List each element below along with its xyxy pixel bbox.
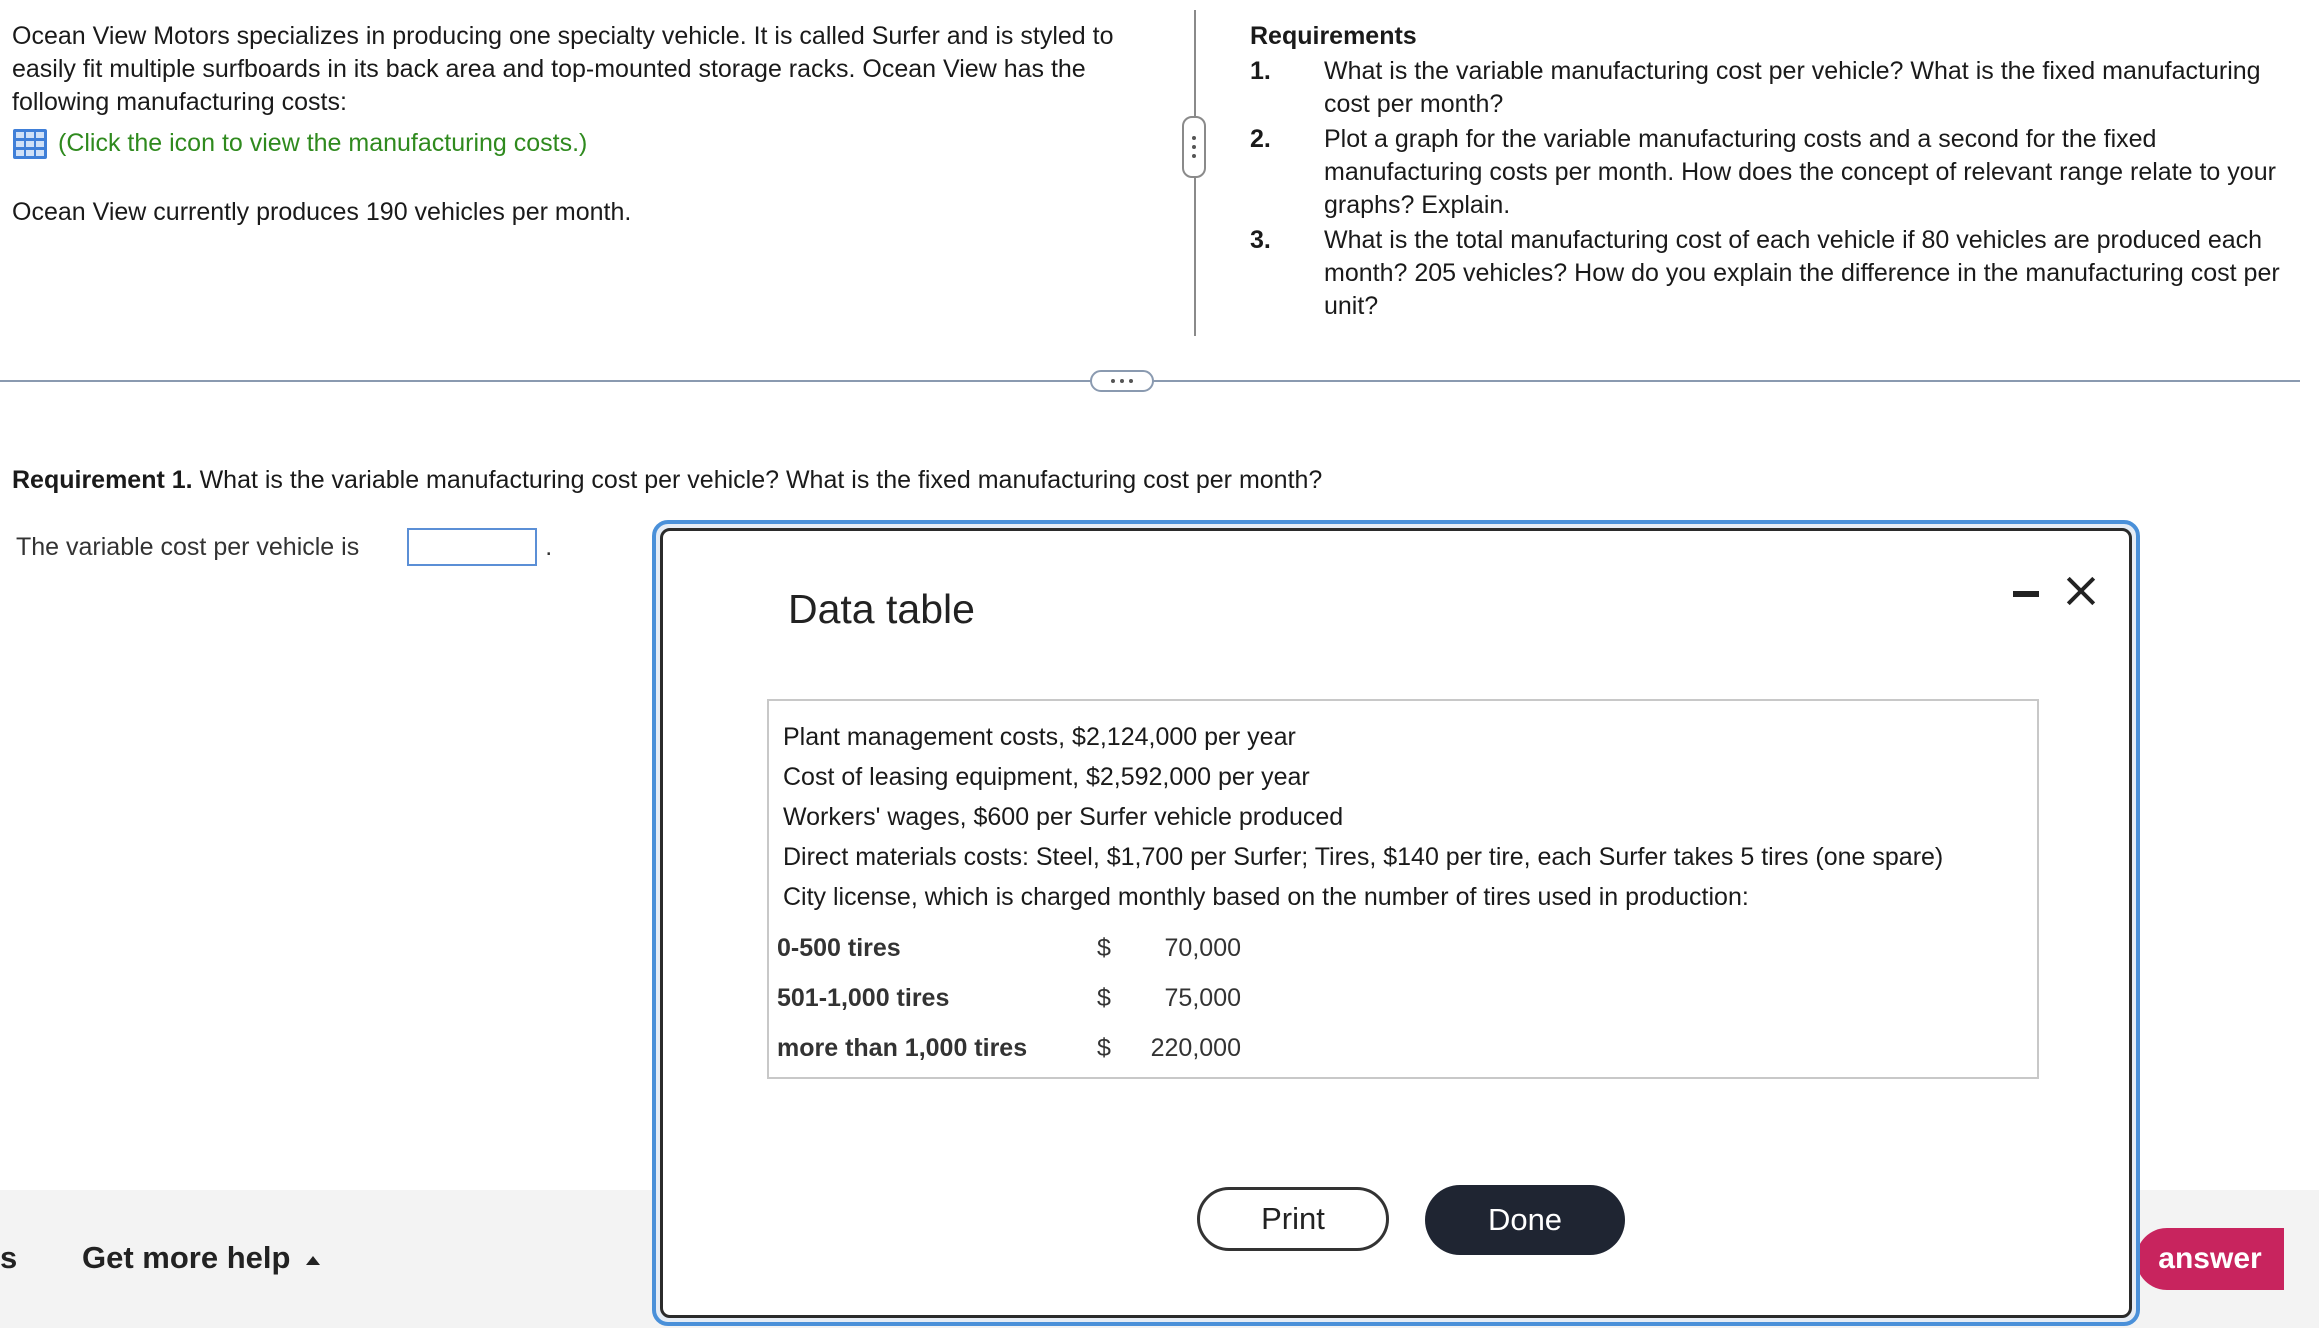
dialog-title: Data table (788, 586, 975, 632)
cost-line: Plant management costs, $2,124,000 per year (783, 723, 1296, 751)
table-icon[interactable] (12, 128, 48, 160)
problem-intro: Ocean View Motors specializes in producing one specialty vehicle. It is called Surfer and is styled to easily fit multiple surfboards in its back area and top-mounted storage racks. Ocean View has the following manufacturing costs: (12, 22, 1114, 116)
tier-range: 0-500 tires (777, 933, 901, 962)
answer-prefix: The variable cost per vehicle is (16, 532, 360, 561)
cost-line: Direct materials costs: Steel, $1,700 per Surfer; Tires, $140 per tire, each Surfer takes 5 tires (one spare) (783, 843, 1944, 871)
tier-range: 501-1,000 tires (777, 983, 950, 1012)
tier-currency: $ (1097, 933, 1111, 962)
tier-row (777, 973, 2023, 1023)
caret-up-icon[interactable] (305, 1254, 321, 1266)
cost-line: City license, which is charged monthly based on the number of tires used in production: (783, 883, 1749, 911)
data-table-dialog-body (660, 528, 2132, 1318)
tier-currency: $ (1097, 1033, 1111, 1062)
minimize-icon[interactable] (2013, 591, 2039, 597)
cost-line: Cost of leasing equipment, $2,592,000 per year (783, 763, 1310, 791)
tier-amount: 75,000 (1164, 983, 1241, 1012)
data-table-dialog (652, 520, 2140, 1326)
answer-row (16, 528, 552, 566)
tier-amount: 220,000 (1150, 1033, 1241, 1062)
print-button[interactable]: Print (1197, 1187, 1389, 1251)
data-table-box (767, 699, 2039, 1079)
requirement-number: 1. (1250, 57, 1271, 85)
manufacturing-costs-link-text[interactable]: (Click the icon to view the manufacturing costs.) (58, 129, 588, 157)
answer-suffix: . (545, 532, 553, 561)
requirement-number: 2. (1250, 125, 1271, 153)
requirement-1-heading (12, 464, 1322, 497)
get-more-help-label[interactable]: Get more help (82, 1240, 291, 1275)
handle-dot (1111, 379, 1115, 383)
variable-cost-input[interactable] (407, 528, 537, 566)
requirement-text: Plot a graph for the variable manufacturing costs and a second for the fixed manufacturing costs per month. How does the concept of relevant range relate to your graphs? Explain. (1324, 125, 2276, 219)
get-more-help-button[interactable] (82, 1240, 321, 1276)
tier-row (777, 1023, 2023, 1073)
requirement-item (1250, 224, 2300, 323)
handle-dot (1129, 379, 1133, 383)
requirement-number: 3. (1250, 226, 1271, 254)
vertical-resize-handle[interactable] (1182, 116, 1206, 178)
tier-amount: 70,000 (1164, 933, 1241, 962)
bottom-left-fragment: s (0, 1240, 18, 1275)
requirement-1-label: Requirement 1. (12, 466, 193, 494)
requirements-panel (1250, 20, 2300, 323)
handle-dot (1192, 145, 1196, 149)
problem-statement (12, 20, 1152, 229)
handle-dot (1120, 379, 1124, 383)
answer-button[interactable]: answer (2136, 1228, 2284, 1290)
requirement-1-question: What is the variable manufacturing cost per vehicle? What is the fixed manufacturing cost per month? (199, 466, 1323, 494)
requirement-text: What is the total manufacturing cost of each vehicle if 80 vehicles are produced each month? 205 vehicles? How do you explain the difference in the manufacturing cost per unit? (1324, 226, 2280, 320)
license-tiers (777, 923, 2023, 1073)
requirements-title: Requirements (1250, 22, 1417, 50)
requirement-item (1250, 123, 2300, 222)
production-statement: Ocean View currently produces 190 vehicles per month. (12, 198, 632, 226)
horizontal-resize-handle[interactable] (1090, 370, 1154, 392)
done-button[interactable]: Done (1425, 1185, 1625, 1255)
tier-currency: $ (1097, 983, 1111, 1012)
requirement-item (1250, 55, 2300, 121)
handle-dot (1192, 154, 1196, 158)
close-icon[interactable] (2063, 573, 2099, 609)
cost-line: Workers' wages, $600 per Surfer vehicle produced (783, 803, 1344, 831)
manufacturing-costs-link[interactable] (12, 127, 1152, 160)
minimize-button[interactable] (2011, 579, 2041, 609)
handle-dot (1192, 136, 1196, 140)
tier-row (777, 923, 2023, 973)
requirement-text: What is the variable manufacturing cost per vehicle? What is the fixed manufacturing cost per month? (1324, 57, 2261, 118)
tier-range: more than 1,000 tires (777, 1033, 1028, 1062)
